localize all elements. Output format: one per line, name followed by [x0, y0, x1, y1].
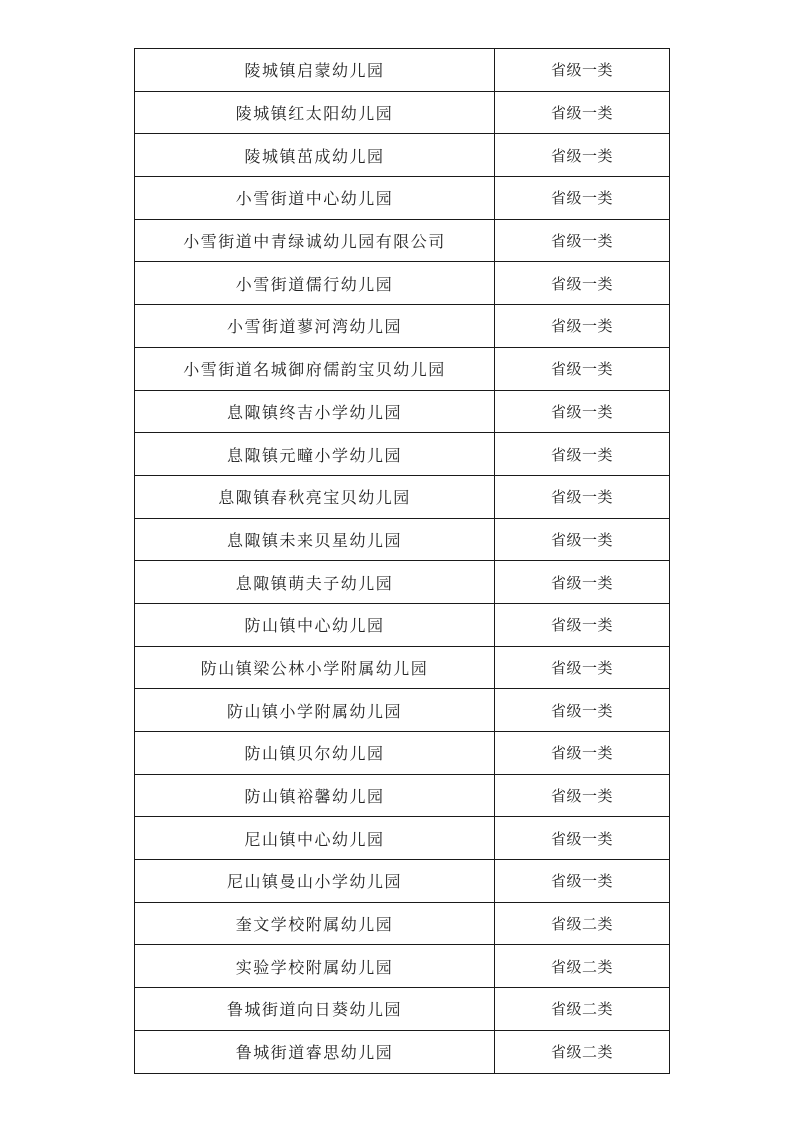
kindergarten-name-cell: 息陬镇终吉小学幼儿园: [135, 390, 495, 433]
grade-level-cell: 省级一类: [495, 561, 670, 604]
grade-level-cell: 省级一类: [495, 860, 670, 903]
table-row: [135, 219, 670, 262]
kindergarten-name-cell: 小雪街道中青绿诚幼儿园有限公司: [135, 219, 495, 262]
kindergarten-name-cell: 息陬镇元疃小学幼儿园: [135, 433, 495, 476]
kindergarten-name-cell: 防山镇裕馨幼儿园: [135, 774, 495, 817]
grade-level-cell: 省级二类: [495, 988, 670, 1031]
grade-level-cell: 省级二类: [495, 945, 670, 988]
table-row: [135, 945, 670, 988]
table-row: [135, 262, 670, 305]
grade-level-cell: 省级一类: [495, 305, 670, 348]
table-row: [135, 1030, 670, 1073]
table-row: [135, 774, 670, 817]
kindergarten-name-cell: 陵城镇启蒙幼儿园: [135, 49, 495, 92]
table-row: [135, 689, 670, 732]
grade-level-cell: 省级一类: [495, 262, 670, 305]
kindergarten-name-cell: 小雪街道蓼河湾幼儿园: [135, 305, 495, 348]
table-row: [135, 49, 670, 92]
grade-level-cell: 省级一类: [495, 646, 670, 689]
kindergarten-name-cell: 防山镇贝尔幼儿园: [135, 732, 495, 775]
kindergarten-name-cell: 鲁城街道向日葵幼儿园: [135, 988, 495, 1031]
kindergarten-name-cell: 陵城镇红太阳幼儿园: [135, 91, 495, 134]
table-row: [135, 91, 670, 134]
table-row: [135, 817, 670, 860]
table-row: [135, 988, 670, 1031]
grade-level-cell: 省级一类: [495, 134, 670, 177]
grade-level-cell: 省级一类: [495, 603, 670, 646]
kindergarten-name-cell: 小雪街道名城御府儒韵宝贝幼儿园: [135, 347, 495, 390]
table-row: [135, 390, 670, 433]
grade-level-cell: 省级一类: [495, 347, 670, 390]
kindergarten-name-cell: 息陬镇春秋亮宝贝幼儿园: [135, 475, 495, 518]
table-row: [135, 902, 670, 945]
grade-level-cell: 省级一类: [495, 49, 670, 92]
table-row: [135, 134, 670, 177]
kindergarten-name-cell: 小雪街道儒行幼儿园: [135, 262, 495, 305]
grade-level-cell: 省级二类: [495, 902, 670, 945]
kindergarten-name-cell: 息陬镇萌夫子幼儿园: [135, 561, 495, 604]
table-row: [135, 603, 670, 646]
grade-level-cell: 省级一类: [495, 689, 670, 732]
grade-level-cell: 省级一类: [495, 518, 670, 561]
kindergarten-name-cell: 陵城镇茁成幼儿园: [135, 134, 495, 177]
grade-level-cell: 省级一类: [495, 732, 670, 775]
table-row: [135, 732, 670, 775]
table-row: [135, 646, 670, 689]
kindergarten-name-cell: 鲁城街道睿思幼儿园: [135, 1030, 495, 1073]
grade-level-cell: 省级一类: [495, 817, 670, 860]
kindergarten-name-cell: 奎文学校附属幼儿园: [135, 902, 495, 945]
grade-level-cell: 省级一类: [495, 475, 670, 518]
kindergarten-name-cell: 小雪街道中心幼儿园: [135, 177, 495, 220]
kindergarten-name-cell: 防山镇中心幼儿园: [135, 603, 495, 646]
kindergarten-name-cell: 尼山镇中心幼儿园: [135, 817, 495, 860]
grade-level-cell: 省级一类: [495, 219, 670, 262]
table-row: [135, 518, 670, 561]
table-row: [135, 305, 670, 348]
kindergarten-name-cell: 尼山镇曼山小学幼儿园: [135, 860, 495, 903]
kindergarten-name-cell: 防山镇小学附属幼儿园: [135, 689, 495, 732]
grade-level-cell: 省级二类: [495, 1030, 670, 1073]
grade-level-cell: 省级一类: [495, 774, 670, 817]
table-row: [135, 561, 670, 604]
kindergarten-name-cell: 实验学校附属幼儿园: [135, 945, 495, 988]
grade-level-cell: 省级一类: [495, 91, 670, 134]
grade-level-cell: 省级一类: [495, 433, 670, 476]
table-row: [135, 475, 670, 518]
grade-level-cell: 省级一类: [495, 390, 670, 433]
table-row: [135, 433, 670, 476]
kindergarten-table: [134, 48, 670, 1074]
table-row: [135, 177, 670, 220]
kindergarten-name-cell: 防山镇梁公林小学附属幼儿园: [135, 646, 495, 689]
table-body: [135, 49, 670, 1074]
kindergarten-name-cell: 息陬镇未来贝星幼儿园: [135, 518, 495, 561]
grade-level-cell: 省级一类: [495, 177, 670, 220]
table-row: [135, 860, 670, 903]
table-row: [135, 347, 670, 390]
